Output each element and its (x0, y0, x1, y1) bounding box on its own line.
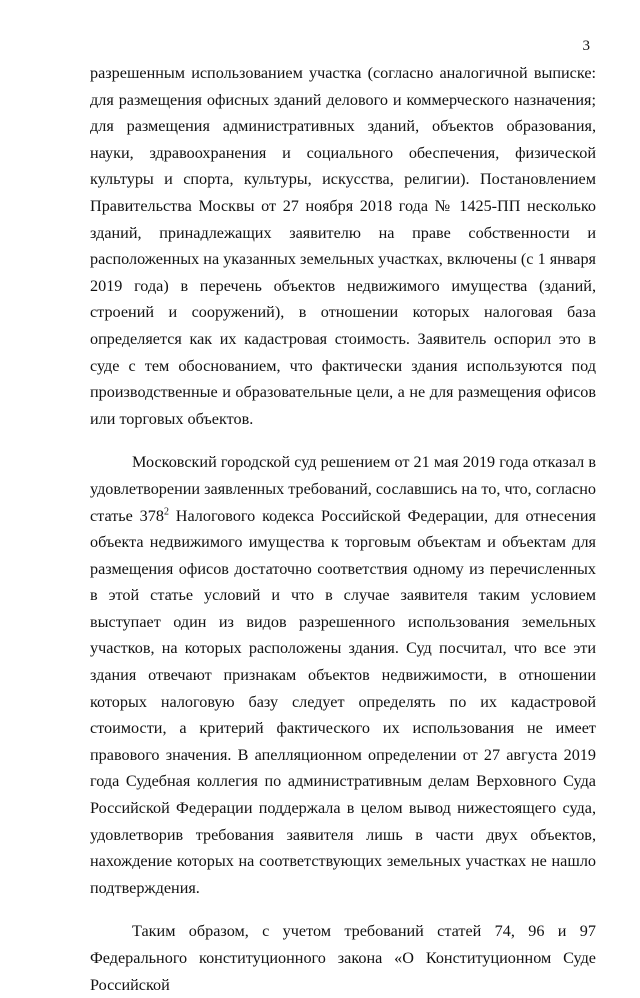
page-number: 3 (582, 38, 590, 54)
paragraph-2-start: Московский городской суд решением от 21 мая 2019 года отказал в удовлетворении заявленных требований, сославшись на то, что, согласно статье 378 (90, 453, 596, 525)
superscript-article-index: 2 (163, 506, 169, 518)
document-body (90, 60, 596, 998)
paragraph-2 (90, 449, 596, 901)
paragraph-1: разрешенным использованием участка (согласно аналогичной выписке: для размещения офисных зданий делового и коммерческого назначения; для размещения административных зданий, объектов образования, науки, здравоохранения и социального обеспечения, физической культуры и спорта, культуры, искусства, религии). Постановлением Правительства Москвы от 27 ноября 2018 года № 1425-ПП несколько зданий, принадлежащих заявителю на праве собственности и расположенных на указанных земельных участках, включены (с 1 января 2019 года) в перечень объектов недвижимого имущества (зданий, строений и сооружений), в отношении которых налоговая база определяется как их кадастровая стоимость. Заявитель оспорил это в суде с тем обоснованием, что фактически здания используются под производственные и образовательные цели, а не для размещения офисов или торговых объектов. (90, 64, 596, 428)
paragraph-3: Таким образом, с учетом требований статей 74, 96 и 97 Федерального конституционного закона «О Конституционном Суде Российской (90, 922, 596, 994)
paragraph-2-end: Налогового кодекса Российской Федерации, для отнесения объекта недвижимого имущества к торговым объектам и объектам для размещения офисов достаточно соответствия одному из перечисленных в этой статье условий и что в случае заявителя таким условием выступает один из видов разрешенного использования земельных участков, на которых расположены здания. Суд посчитал, что все эти здания отвечают признакам объектов недвижимости, в отношении которых налоговую базу следует определять по их кадастровой стоимости, а критерий фактического их использования не имеет правового значения. В апелляционном определении от 27 августа 2019 года Судебная коллегия по административным делам Верховного Суда Российской Федерации поддержала в целом вывод нижестоящего суда, удовлетворив требования заявителя лишь в части двух объектов, нахождение которых на соответствующих земельных участках не нашло подтверждения. (90, 506, 596, 897)
